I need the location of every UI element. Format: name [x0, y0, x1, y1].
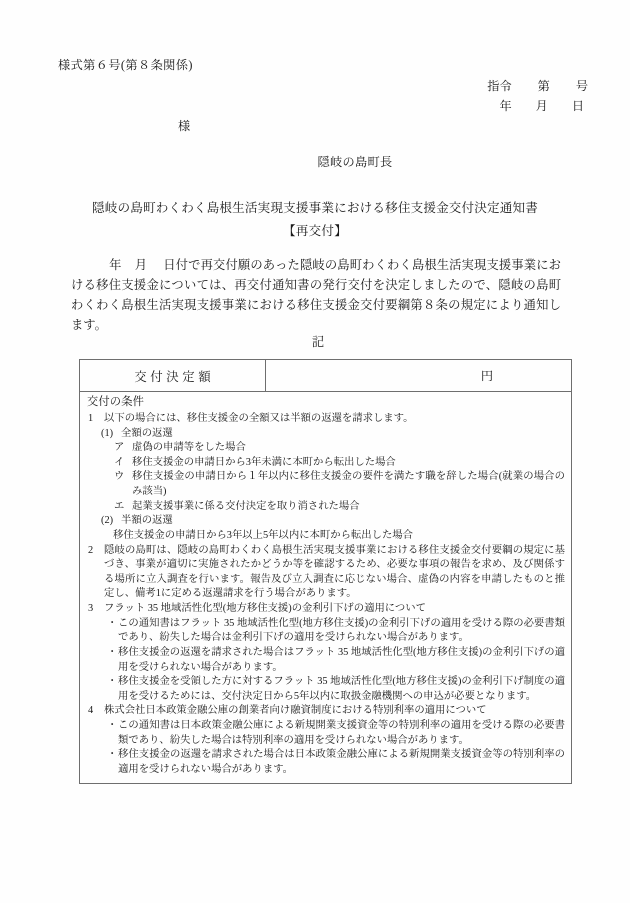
issue-date-row — [487, 96, 588, 116]
condition-item — [87, 514, 565, 529]
condition-marker: ・ — [107, 676, 118, 688]
day-label: 日 — [571, 99, 584, 114]
condition-marker: (1) — [101, 427, 114, 439]
condition-text: 半額の返還 — [121, 515, 173, 527]
condition-text: フラット 35 地域活性化型(地方移住支援)の金利引下げの適用について — [104, 603, 426, 615]
condition-item — [87, 529, 565, 544]
condition-marker: 3 — [88, 603, 94, 615]
condition-text: 起業支援事業に係る交付決定を取り消された場合 — [132, 500, 360, 512]
condition-text: 移住支援金を受領した方に対するフラット 35 地域活性化型(地方移住支援)の金利引下げ制度の適用を受けるためには、交付決定日から5年以内に取扱金融機関への申込が必要となります。 — [118, 676, 565, 702]
condition-marker: イ — [114, 456, 125, 468]
condition-marker: ア — [114, 442, 125, 454]
document-title-suffix: 【再交付】 — [283, 224, 347, 238]
document-reference-block — [487, 76, 588, 116]
conditions-cell — [80, 392, 571, 783]
condition-item — [87, 646, 565, 675]
grant-decision-table — [79, 359, 572, 784]
body-month-label: 月 — [134, 258, 148, 272]
number-label: 第 — [537, 79, 550, 93]
condition-marker: 4 — [88, 705, 94, 717]
condition-item — [87, 719, 565, 748]
body-paragraph — [71, 256, 561, 336]
grant-amount-value — [266, 360, 571, 391]
condition-item — [87, 412, 565, 427]
condition-item — [87, 544, 565, 603]
condition-marker: ・ — [107, 749, 118, 761]
order-number-row — [487, 76, 588, 96]
year-label: 年 — [499, 99, 512, 114]
condition-item — [87, 602, 565, 617]
document-title: 隠岐の島町わくわく島根生活実現支援事業における移住支援金交付決定通知書 — [91, 201, 539, 215]
condition-item — [87, 470, 565, 499]
condition-text: 移住支援金の返還を請求された場合はフラット 35 地域活性化型(地方移住支援)の金利引下げの適用を受けられない場合があります。 — [118, 646, 565, 673]
condition-text: この通知書は日本政策金融公庫による新規開業支援資金等の特別利率の適用を受ける際の必要書類であり、紛失した場合は特別利率の適用を受けられない場合があります。 — [118, 720, 565, 746]
order-label: 指令 — [487, 79, 512, 93]
issue-label: 号 — [575, 79, 588, 93]
condition-item — [87, 427, 565, 442]
condition-marker: ・ — [107, 617, 118, 629]
condition-item — [87, 704, 565, 719]
body-year-label: 年 — [109, 258, 122, 272]
conditions-heading: 交付の条件 — [87, 396, 144, 408]
condition-text: 全額の返還 — [121, 427, 173, 439]
condition-text: 移住支援金の申請日から3年以上5年以内に本町から転出した場合 — [113, 529, 413, 541]
table-row — [80, 360, 571, 392]
month-label: 月 — [535, 99, 548, 114]
condition-text: 移住支援金の申請日から3年未満に本町から転出した場合 — [132, 456, 396, 468]
condition-item — [87, 617, 565, 646]
condition-marker: 1 — [88, 412, 94, 424]
form-number: 様式第６号(第８条関係) — [58, 58, 193, 72]
condition-marker: ウ — [114, 471, 125, 483]
condition-text: 株式会社日本政策金融公庫の創業者向け融資制度における特別利率の適用について — [104, 705, 487, 717]
body-paragraph-text: 日付で再交付願のあった隠岐の島町わくわく島根生活実現支援事業における移住支援金については、再交付通知書の発行交付を決定しましたので、隠岐の島町わくわく島根生活実現支援事業における移住支援金交付要綱第８条の規定により通知します。 — [71, 258, 561, 332]
condition-item — [87, 675, 565, 704]
currency-unit-label: 円 — [480, 369, 493, 383]
ki-mark: 記 — [311, 335, 325, 349]
condition-marker: (2) — [101, 515, 114, 527]
condition-marker: ・ — [107, 646, 118, 658]
condition-marker: エ — [114, 500, 125, 512]
condition-text: この通知書はフラット 35 地域活性化型(地方移住支援)の金利引下げの適用を受ける際の必要書類であり、紛失した場合は金利引下げの適用を受けられない場合があります。 — [118, 617, 565, 644]
condition-item — [87, 748, 565, 777]
condition-text: 虚偽の申請等をした場合 — [132, 442, 246, 454]
condition-item — [87, 441, 565, 456]
conditions-list — [87, 412, 565, 778]
condition-item — [87, 456, 565, 471]
issuer-name: 隠岐の島町長 — [317, 155, 393, 169]
condition-marker: 2 — [88, 544, 94, 556]
addressee-honorific: 様 — [178, 119, 191, 133]
condition-text: 移住支援金の返還を請求された場合は日本政策金融公庫による新規開業支援資金等の特別利率の適用を受けられない場合があります。 — [118, 749, 565, 775]
condition-text: 隠岐の島町は、隠岐の島町わくわく島根生活実現支援事業における移住支援金交付要綱の規定に基づき、事業が適切に実施されたかどうか等を確認するため、必要な事項の報告を求め、及び関係する場所に立入調査を行います。報告及び立入調査に応じない場合、虚偽の内容を申請したものと推定し、備考1に定める返還請求を行う場合があります。 — [104, 544, 565, 600]
grant-amount-label: 交付決定額 — [80, 360, 266, 391]
condition-text: 移住支援金の申請日から１年以内に移住支援金の要件を満たす職を辞した場合(就業の場合のみ該当) — [132, 471, 565, 498]
condition-item — [87, 500, 565, 515]
condition-text: 以下の場合には、移住支援金の全額又は半額の返還を請求します。 — [104, 412, 414, 424]
condition-marker: ・ — [107, 720, 118, 732]
